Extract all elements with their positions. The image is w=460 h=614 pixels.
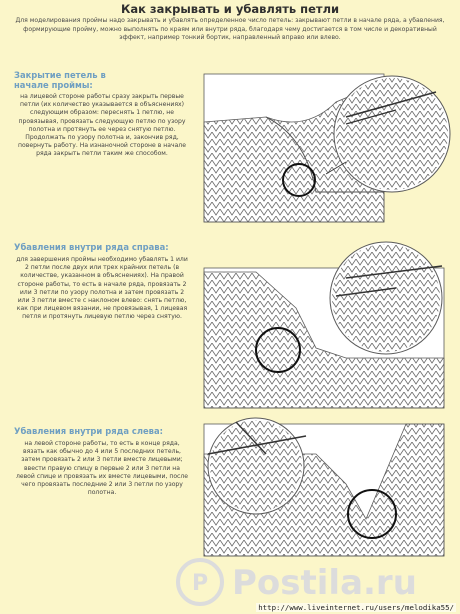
illustration-bind-off — [196, 62, 454, 228]
page-title: Как закрывать и убавлять петли — [120, 2, 340, 16]
logo-text: Postila.ru — [232, 563, 417, 603]
section-1-body: на лицевой стороне работы сразу закрыть первые петли (их количество указывается в объяснениях) следующим образом: переснять 1 петлю, не провязывая, провязать следующую петлю по узору полотна и протянуть ее через снятую петлю. Продолжать по узору полотна и, закончив ряд, повернуть работу. На изнаночной стороне в начале ряда закрыть петли таким же способом. — [18, 93, 186, 158]
section-2-body: для завершения проймы необходимо убавлять 1 или 2 петли после двух или трех крайних петель (в количестве, указанном в объяснениях). На правой стороне работы, то есть в начале ряда, провязать 2 или 3 петли по узору полотна и затем провязать 2 или 3 петли вместе с наклоном влево: снять петлю, как при лицевом вязании, не провязывая, 1 лицевая петля и протянуть лицевую петлю через снятую. — [16, 256, 188, 321]
section-1-heading: Закрытие петель в начале проймы: — [14, 70, 106, 90]
section-2-heading: Убавления внутри ряда справа: — [14, 242, 169, 252]
intro-text: Для моделирования проймы надо закрывать и убавлять определенное число петель: закрывают петли в начале ряда, а убавления, формирующие пройму, можно выполнять по краям или внутри ряда, благодаря чему достигается в том числе и декоративный эффект, например тонкий бортик, направленный вправо или влево. — [15, 17, 445, 42]
postila-logo — [160, 554, 460, 608]
source-url[interactable]: http://www.liveinternet.ru/users/melodika55/ — [258, 603, 454, 612]
section-3-body: на левой стороне работы, то есть в конце ряда, вязать как обычно до 4 или 5 последних петель, затем провязать 2 или 3 петли вместе лицевыми; ввести правую спицу в первые 2 или 3 петли на левой спице и провязать их вместе лицевыми, после чего провязать последние 2 или 3 петли по узору полотна. — [15, 440, 189, 497]
section-3-heading: Убавления внутри ряда слева: — [14, 426, 163, 436]
svg-text:P: P — [191, 571, 209, 596]
illustration-decrease-right — [196, 238, 454, 414]
illustration-decrease-left — [196, 414, 454, 562]
